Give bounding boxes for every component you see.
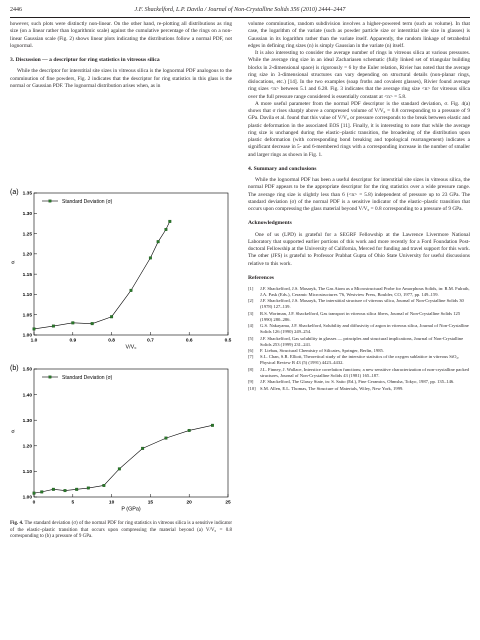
reference-number: [2] [248,298,254,304]
data-point [188,429,191,432]
plot-frame [34,193,228,335]
reference-number: [1] [248,286,254,291]
y-tick-label: 1.25 [22,232,32,238]
data-point [33,492,36,495]
data-point [52,325,55,328]
x-tick-label: 20 [186,500,192,506]
reference-number: [5] [248,335,254,341]
section-3-paragraph: While the descriptor for interstitial site sizes in vitreous silica is the lognormal PDF analogous to the comminution of fine powders, Fig. 2 indicates that the descriptor for ring statistics in this glass is the normal or Gaussian PDF. The lognormal distribution arises when, as in [10,68,232,89]
references-list [248,286,470,392]
reference-item [248,298,470,310]
y-axis-label: σ [11,259,15,266]
data-point [64,489,67,492]
x-tick-label: 0.9 [69,338,77,344]
reference-text: J.L. Finney, J. Wallace, Interstice correlation functions; a new sensitive characterization of non-crystalline packed structures, Journal of Non-Crystalline Solids 43 (1981) 165–187. [260,366,469,378]
legend-marker [49,200,52,203]
y-tick-label: 1.20 [22,252,32,258]
x-tick-label: 0.8 [108,338,115,344]
reference-item [248,336,470,348]
data-point [169,220,172,223]
reference-number: [9] [248,379,254,385]
reference-number: [3] [248,310,254,316]
figure-4a-chart [10,185,232,357]
data-point [103,484,106,487]
reference-number: [6] [248,347,254,353]
data-point [118,468,121,471]
caption-text: The standard deviation (σ) of the normal PDF for ring statistics in vitreous silica is a sensitive indicator of the elastic–plastic transition that occurs upon compressing the material beyond (a) V/V₀ = 0.8 corresponding to (b) a pressure of 9 GPa. [10,521,232,540]
reference-text: J.F. Shackelford, Gas solubility in glasses — principles and structural implications, Journal of Non-Crystalline Solids 253 (1999) 231–241. [260,335,464,347]
reference-text: J.F. Shackelford, J.S. Masaryk, The interstitial structure of vitreous silica, Journal of Non-Crystalline Solids 30 (1978) 127–139. [260,298,464,310]
data-point [211,424,214,427]
plot-frame [34,369,228,497]
x-tick-label: 25 [225,500,231,506]
x-tick-label: 0.7 [147,338,154,344]
figure-caption [10,521,232,541]
y-tick-label: 1.10 [22,293,32,299]
reference-number: [4] [248,323,254,329]
reference-number: [10] [248,385,256,391]
data-point [157,240,160,243]
y-tick-label: 1.40 [22,393,32,399]
x-tick-label: 0.6 [185,338,193,344]
series-line [34,425,212,493]
figure-4b-chart [10,361,232,517]
reference-number: [7] [248,354,254,360]
x-tick-label: 0 [32,500,36,506]
data-point [141,447,144,450]
x-axis-label: P (GPa) [121,506,141,513]
reference-item [248,354,470,366]
section-3-heading: 3. Discussion — a descriptor for ring statistics in vitreous silica [10,57,160,63]
journal-citation: J.F. Shackelford, L.P. Davila / Journal of Non-Crystalline Solids 356 (2010) 2444–2447 [134,7,346,13]
x-tick-label: 1.0 [30,338,38,344]
right-paragraph-1: volume comminution, random subdivision involves a higher-powered term (such as volume). In that case, the logarithm of the variate (such as powder particle size or interstitial site size in glasses) is Gaussian in its logarithm rather than the variate itself. Apparently, the random linkage of tetrahedral edges in defining ring sizes (n) is simply Gaussian in the variate (n) itself. [248,21,470,49]
x-tick-label: 5 [71,500,75,506]
panel-label: (a) [10,189,19,196]
legend-marker [49,376,52,379]
reference-text: S.L. Chan, S.R. Elliott, Theoretical study of the interstice statistics of the oxygen sublattice in vitreous SiO₂, Physical Review B 43 (5) (1991) 4423–4432. [260,354,460,366]
reference-item [248,286,470,298]
data-point [40,491,43,494]
series-line [34,221,170,329]
y-tick-label: 1.00 [22,333,32,339]
panel-label: (b) [10,365,19,372]
caption-label: Fig. 4. [10,521,24,526]
reference-item [248,311,470,323]
reference-text: R.S. Wortman, J.F. Shackelford, Gas transport in vitreous silica fibers, Journal of Non-Crystalline Solids 125 (1990) 280–286. [260,310,461,322]
acknowledgments-heading: Acknowledgments [248,220,292,227]
data-point [52,488,55,491]
data-point [91,322,94,325]
left-column [10,21,232,90]
legend-label: Standard Deviation (σ) [62,198,113,205]
y-axis-label: σ [11,428,15,435]
y-tick-label: 1.10 [22,470,32,476]
x-tick-label: 15 [147,500,154,506]
reference-item [248,323,470,335]
intro-paragraph: however, such plots were distinctly non-linear. On the other hand, re-plotting all distributions as ring size (on a linear rather than logarithmic scale) against the cumulative percentage of the rings on a non-linear Gaussian scale (Fig. 2) shows linear plots indicating the distributions follow a normal PDF, not lognormal. [10,21,232,49]
data-point [110,315,113,318]
data-point [165,437,168,440]
y-tick-label: 1.30 [22,211,32,217]
reference-text: J.F. Shackelford, The Glassy State, in: S. Saito (Ed.), Fine Ceramics, Ohmsha, Tokyo, 1987, pp. 135–146. [260,379,455,385]
references-heading: References [248,274,274,281]
x-tick-label: 10 [108,500,115,506]
figure-4b-svg [10,361,232,517]
reference-item [248,348,470,354]
figure-4a-svg [10,185,232,357]
y-tick-label: 1.50 [22,367,32,373]
reference-text: J.F. Shackelford, J.S. Masaryk, The Gas Atom as a Microstructural Probe for Amorphous Solids, in: R.M. Fulrath, J.A. Pask (Eds.), Ceramic Microstructures '76, Westview Press, Boulder, CO, 1977, pp. 149–159. [260,286,470,297]
legend-label: Standard Deviation (σ) [62,374,113,381]
right-column [248,21,470,392]
y-tick-label: 1.35 [22,191,32,197]
data-point [149,257,152,260]
y-tick-label: 1.20 [22,444,32,450]
reference-text: S.M. Allen, E.L. Thomas, The Structure of Materials, Wiley, New York, 1999. [260,385,404,391]
data-point [72,322,75,325]
section-4-heading: 4. Summary and conclusions [248,165,317,172]
reference-text: G.S. Nakayama, J.F. Shackelford, Solubility and diffusivity of argon in vitreous silica, Journal of Non-Crystalline Solids 126 (1990) 249–254. [260,323,469,335]
page-number: 2446 [10,7,22,13]
acknowledgments-paragraph: One of us (LPD) is grateful for a SEGRF Fellowship at the Lawrence Livermore National Laboratory that supported earlier portions of this work and more recently for a Ford Foundation Post-doctoral Fellowship at the University of California, Merced for funding and travel support for this work. The other (JFS) is grateful to Professor Prabhat Gupta of Ohio State University for useful discussions relative to this work. [248,231,470,267]
right-paragraph-3: A more useful parameter from the normal PDF descriptor is the standard deviation, σ. Fig. 4(a) shows that σ rises sharply above a compressed volume of V/V₀ = 0.8 corresponding to a pressure of 9 GPa. Davila et al. found that this value of V/V₀ or pressure corresponds to the break between elastic and plastic deformation in the associated EOS [11]. Finally, it is interesting to note that while the average ring size is unchanged during the elastic–plastic transition, the broadening of the distribution upon plastic deformation (with corresponding bond breaking and topological rearrangement) indicates a significant decrease in 5- and 6-membered rings with a corresponding increase in the number of smaller and larger rings as shown in Fig. 1. [248,100,470,158]
y-tick-label: 1.30 [22,418,32,424]
reference-number: [8] [248,366,254,372]
running-header [10,7,470,17]
reference-item [248,379,470,385]
reference-item [248,386,470,392]
data-point [75,488,78,491]
section-4-paragraph: While the lognormal PDF has been a useful descriptor for interstitial site sizes in vitreous silica, the normal PDF appears to be the appropriate descriptor for the ring statistics over a wide pressure range. The average ring size is slightly less than 6 (<n> = 5.8) independent of pressure up to 23 GPa. The standard deviation (σ) of the normal PDF is a sensitive indicator of the elastic–plastic transition that occurs upon compressing the glass material beyond V/V₀ = 0.8 corresponding to a pressure of 9 GPa. [248,177,470,212]
x-axis-label: V/V₀ [125,344,137,351]
y-tick-label: 1.05 [22,313,32,319]
reference-item [248,367,470,379]
data-point [130,289,133,292]
y-tick-label: 1.00 [22,495,32,501]
x-tick-label: 0.5 [224,338,232,344]
data-point [165,228,168,231]
right-paragraph-2: It is also interesting to consider the average number of rings in vitreous silica at various pressures. While the average ring size in an ideal Zachariasen schematic (fully linked set of triangular building blocks in 2-dimensional space) is rigorously = 6 by the Euler relation, Rivier has noted that the average ring size in 3-dimensional structures can vary depending on structural details (non-planar rings, dislocations, etc.) [14]. In the two examples (soap froths and covalent glasses), Rivier found average ring sizes <n> between 5.1 and 6.28. Fig. 3 indicates that the average ring size <n> for vitreous silica over the full pressure range considered is essentially constant at <n> = 5.8. [248,50,470,100]
header-rule [10,17,470,18]
data-point [33,328,36,331]
y-tick-label: 1.15 [22,272,32,278]
data-point [87,487,90,490]
reference-text: F. Liebau, Structural Chemistry of Silicates, Springer, Berlin, 1985. [260,347,384,353]
